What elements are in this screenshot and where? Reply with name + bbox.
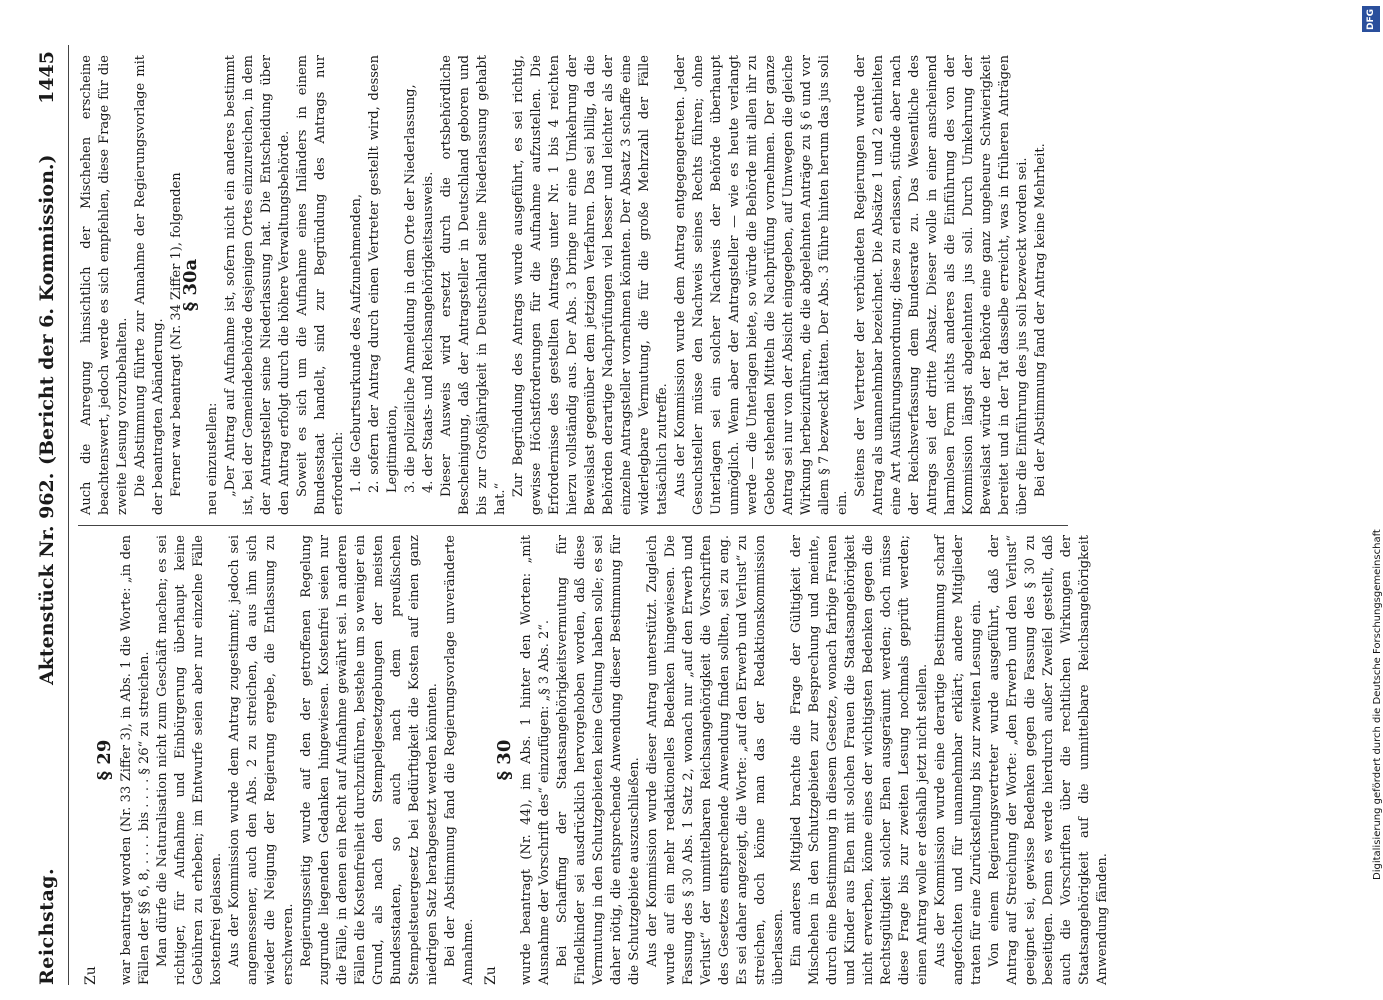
section-heading: § 29 — [94, 739, 115, 781]
column-divider — [78, 525, 1068, 526]
quoted-paragraph: Soweit es sich um die Aufnahme eines Inländers in einem Bundesstaat handelt, sind zur Begründung des Antrags nur erforderlich: — [295, 55, 346, 515]
list-item: 3. die polizeiliche Anmeldung in dem Orte der Niederlassung, — [403, 84, 418, 493]
section-heading: § 30a — [180, 258, 201, 312]
header-reichstag: Reichstag. — [36, 867, 58, 985]
right-column — [78, 55, 1083, 515]
paragraph: Bei der Abstimmung fand der Antrag keine Mehrheit. — [1033, 143, 1048, 497]
quoted-paragraph: „Der Antrag auf Aufnahme ist, sofern nicht ein anderes bestimmt ist, bei der Gemeindebehörde desjenigen Ortes einzureichen, in dem der Antragsteller seine Niederlassung hat. Die Entscheidung über den Antrag erfolgt durch die höhere Verwaltungsbehörde. — [223, 55, 292, 515]
paragraph: Ferner war beantragt (Nr. 34 Ziffer 1), folgenden — [169, 172, 184, 497]
paragraph: Aus der Kommission wurde eine derartige Bestimmung scharf angefochten und für unannehmbar erklärt; andere Mitglieder traten für eine Zurückstellung bis zur zweiten Lesung ein. — [933, 535, 984, 985]
paragraph: Bei Schaffung der Staatsangehörigkeitsvermutung für Findelkinder sei ausdrücklich hervorgehoben worden, daß diese Vermutung in den Schutzgebieten keine Geltung haben solle; es sei daher nötig, die entsprechende Anwendung dieser Bestimmung für die Schutzgebiete auszuschließen. — [555, 535, 642, 985]
document-page — [30, 45, 1110, 985]
paragraph: Aus der Kommission wurde dieser Antrag unterstützt. Zugleich wurde auf ein mehr redaktionelles Bedenken hingewiesen. Die Fassung des § 30 Abs. 1 Satz 2, wonach nur „auf den Erwerb und Verlust“ der unmittelbaren Reichsangehörigkeit die Vorschriften des Gesetzes entsprechende Anwendung finden sollten, sei zu eng. Es sei daher angezeigt, die Worte: „auf den Erwerb und Verlust“ zu streichen, doch könne man das der Redaktionskommission überlassen. — [645, 535, 786, 985]
section-heading: § 30 — [494, 739, 515, 781]
page-number: 1445 — [36, 51, 58, 104]
paragraph: Regierungsseitig wurde auf den der getroffenen Regelung zugrunde liegenden Gedanken hingewiesen. Kostenfrei seien nur die Fälle, in denen ein Recht auf Aufnahme gewährt sei. In anderen Fällen die Kostenfreiheit durchzuführen, bestehe um so weniger ein Grund, als nach den Stempelgesetzgebungen der meisten Bundesstaaten, so auch nach dem preußischen Stempelsteuergesetz bei Bedürftigkeit die Kosten auf einen ganz niedrigen Satz herabgesetzt werden könnten. — [299, 535, 440, 985]
paragraph: Seitens der Vertreter der verbündeten Regierungen wurde der Antrag als unannehmbar bezeichnet. Die Absätze 1 und 2 enthielten eine Art Ausführungsanordnung; diese zu erlassen, stünde aber nach der Reichsverfassung dem Bundesrate zu. Das Wesentliche des Antrags sei der dritte Absatz. Dieser wolle in einer anscheinend harmlosen Form nichts anderes als die Einführung des von der Kommission längst abgelehnten jus soli. Durch Umkehrung der Beweislast würde der Behörde eine ganz ungeheure Schwierigkeit bereitet und in der Tat dasselbe erreicht, was in früheren Anträgen über die Einführung des jus soli bezweckt worden sei. — [853, 55, 1030, 515]
paragraph: Aus der Kommission wurde dem Antrag zugestimmt; jedoch sei angemessener, auch den Abs. 2 zu streichen, da aus ihm sich wieder die Neigung der Regierung ergebe, die Entlassung zu erschweren. — [227, 535, 296, 985]
paragraph: neu einzustellen: — [205, 402, 220, 515]
left-column — [78, 535, 1110, 985]
paragraph: Ein anderes Mitglied brachte die Frage der Gültigkeit der Mischehen in den Schutzgebieten zur Besprechung und meinte, durch eine Bestimmung in diesem Gesetze, wonach farbige Frauen und Kinder aus Ehen mit solchen Frauen die Staatsangehörigkeit nicht erwerben, könne eines der wichtigsten Bedenken gegen die Rechtsgültigkeit solcher Ehen ausgeräumt werden; doch müsse diese Frage bis zur zweiten Lesung nochmals geprüft werden; einen Antrag wolle er deshalb jetzt nicht stellen. — [789, 535, 930, 985]
list-item: 1. die Geburtsurkunde des Aufzunehmenden, — [349, 193, 364, 493]
paragraph: Auch die Anregung hinsichtlich der Mischehen erscheine beachtenswert, jedoch werde es sich empfehlen, diese Frage für die zweite Lesung vorzubehalten. — [79, 55, 130, 515]
requirements-list — [348, 55, 438, 515]
paragraph: Die Abstimmung führte zur Annahme der Regierungsvorlage mit der beantragten Abänderung. — [133, 55, 166, 515]
digitization-credit: Digitalisierung gefördert durch die Deutsche Forschungsgemeinschaft — [1372, 529, 1383, 880]
zu-label: Zu — [83, 966, 99, 985]
header-rule — [68, 45, 69, 985]
list-item: 4. der Staats- und Reichsangehörigkeitsausweis. — [421, 171, 436, 493]
paragraph: Aus der Kommission wurde dem Antrag entgegengetreten. Jeder Gesuchsteller müsse den Nachweis seines Rechts führen; ohne Unterlagen sei ein solcher Nachweis der Behörde überhaupt unmöglich. Wenn aber der Antragsteller — wie es heute verlangt werde — die Unterlagen biete, so würde die Behörde mit allen ihr zu Gebote stehenden Mitteln die Nachprüfung vornehmen. Der ganze Antrag sei nur von der Absicht eingegeben, auf Umwegen die gleiche Wirkung herbeizuführen, die die abgelehnten Anträge zu § 6 und vor allem § 7 bezweckt hätten. Der Abs. 3 führe hinten herum das jus soli ein. — [673, 55, 850, 515]
paragraph: Man dürfe die Naturalisation nicht zum Geschäft machen; es sei richtiger, für Aufnahme und Einbürgerung überhaupt keine Gebühren zu erheben; im Entwurfe seien aber nur einzelne Fälle kostenfrei gelassen. — [155, 535, 224, 985]
paragraph: wurde beantragt (Nr. 44), im Abs. 1 hinter den Worten: „mit Ausnahme der Vorschrift des“ einzufügen: „§ 3 Abs. 2“. — [519, 535, 552, 985]
zu-label: Zu — [483, 966, 499, 985]
paragraph: Bei der Abstimmung fand die Regierungsvorlage unveränderte Annahme. — [443, 535, 476, 985]
quoted-paragraph: Dieser Ausweis wird ersetzt durch die ortsbehördliche Bescheinigung, daß der Antragsteller in Deutschland geboren und bis zur Großjährigkeit in Deutschland seine Niederlassung gehabt hat.“ — [439, 55, 508, 515]
list-item: 2. sofern der Antrag durch einen Vertreter gestellt wird, dessen Legitimation, — [367, 55, 400, 493]
dfg-logo: DFG — [1362, 6, 1380, 32]
paragraph: Von einem Regierungsvertreter wurde ausgeführt, daß der Antrag auf Streichung der Worte: „den Erwerb und den Verlust“ geeignet sei, gewisse Bedenken gegen die Fassung des § 30 zu beseitigen. Denn es werde hierdurch außer Zweifel gestellt, daß auch die Vorschriften über die rechtlichen Wirkungen der Staatsangehörigkeit auf die unmittelbare Reichsangehörigkeit Anwendung fänden. — [987, 535, 1110, 985]
page-header — [30, 45, 70, 985]
header-title: (Bericht der 6. Kommission.) — [36, 154, 58, 465]
paragraph: war beantragt worden (Nr. 33 Ziffer 3), in Abs. 1 die Worte: „in den Fällen der §§ 6, 8, . . . . bis . . . . § 26“ zu streichen. — [119, 535, 152, 985]
paragraph: Zur Begründung des Antrags wurde ausgeführt, es sei richtig, gewisse Höchstforderungen für die Aufnahme aufzustellen. Die Erfordernisse des gestellten Antrags unter Nr. 1 bis 4 reichten hierzu vollständig aus. Der Abs. 3 bringe nur eine Umkehrung der Beweislast gegenüber dem jetzigen Verfahren. Das sei billig, da die Behörden derartige Nachprüfungen viel besser und leichter als der einzelne Antragsteller vornehmen könnten. Der Absatz 3 schaffe eine widerlegbare Vermutung, die für die große Mehrzahl der Fälle tatsächlich zutreffe. — [511, 55, 670, 515]
header-document-number: Aktenstück Nr. 962. — [36, 472, 58, 685]
